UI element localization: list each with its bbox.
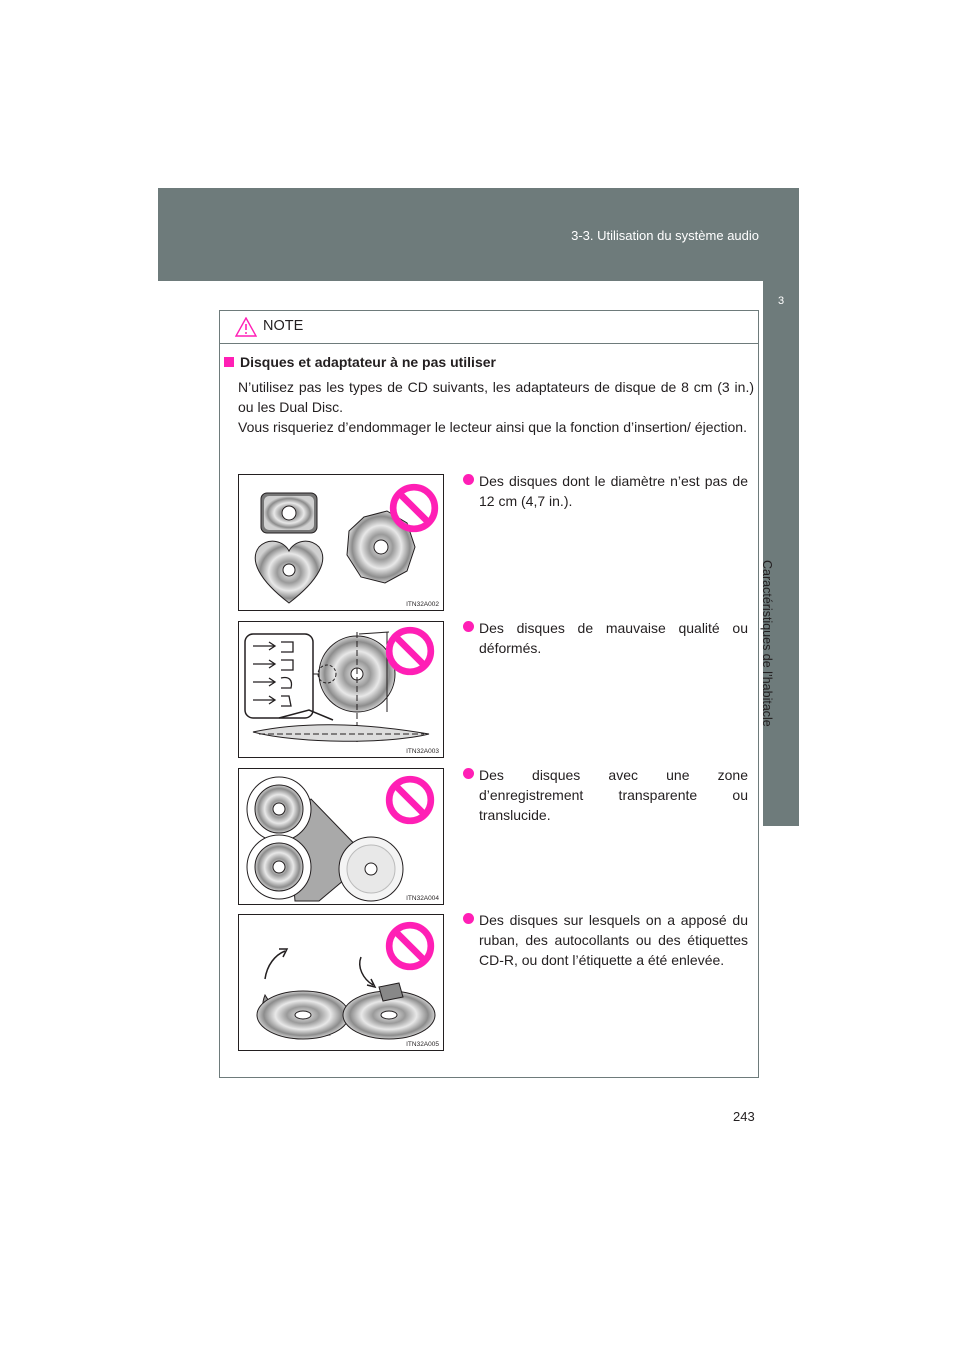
bullet-text: Des disques sur lesquels on a apposé du ruban, des autocollants ou des étiquettes CD-R, ou dont l’étiquette a été enlevée. (479, 912, 748, 968)
note-box (219, 310, 759, 1078)
prohibited-icon (389, 630, 431, 672)
paragraph-1: N’utilisez pas les types de CD suivants, les adaptateurs de disque de 8 cm (3 in.) ou les Dual Disc. (238, 379, 754, 415)
section-title: 3-3. Utilisation du système audio (571, 228, 759, 243)
transparent-discs-illustration (239, 769, 443, 904)
figure-code: ITN32A004 (406, 895, 439, 902)
square-bullet-icon (224, 357, 234, 367)
bullet-item-3 (463, 765, 748, 825)
figure-code: ITN32A005 (406, 1041, 439, 1048)
prohibited-icon (389, 925, 431, 967)
bullet-item-2 (463, 618, 748, 658)
paragraph-2: Vous risqueriez d’endommager le lecteur ainsi que la fonction d’insertion/ éjection. (238, 419, 747, 435)
bullet-dot-icon (463, 621, 474, 632)
note-header (220, 311, 758, 344)
page-number: 243 (733, 1109, 755, 1124)
bullet-text: Des disques avec une zone d’enregistrement transparente ou translucide. (479, 767, 748, 823)
note-title: NOTE (263, 318, 304, 334)
figure-odd-shaped-discs (238, 474, 444, 611)
bullet-dot-icon (463, 768, 474, 779)
bullet-text: Des disques dont le diamètre n’est pas de 12 cm (4,7 in.). (479, 473, 748, 509)
chapter-number: 3 (777, 295, 785, 307)
figure-warped-discs (238, 621, 444, 758)
warped-discs-illustration (239, 622, 443, 757)
bullet-dot-icon (463, 474, 474, 485)
bullet-item-4 (463, 910, 748, 970)
odd-shaped-discs-illustration (239, 475, 443, 610)
subheading (224, 354, 496, 370)
chapter-label-container (762, 560, 800, 830)
figure-labeled-discs (238, 914, 444, 1051)
figure-transparent-discs (238, 768, 444, 905)
figure-code: ITN32A002 (406, 601, 439, 608)
subheading-text: Disques et adaptateur à ne pas utiliser (240, 354, 496, 370)
bullet-dot-icon (463, 913, 474, 924)
header-band (158, 188, 799, 281)
bullet-item-1 (463, 471, 748, 511)
labeled-discs-illustration (239, 915, 443, 1050)
warning-triangle-icon (235, 317, 257, 337)
bullet-text: Des disques de mauvaise qualité ou déformés. (479, 620, 748, 656)
prohibited-icon (389, 779, 431, 821)
figure-code: ITN32A003 (406, 748, 439, 755)
prohibited-icon (393, 487, 435, 529)
chapter-label: Caractéristiques de l’habitacle (760, 560, 774, 727)
